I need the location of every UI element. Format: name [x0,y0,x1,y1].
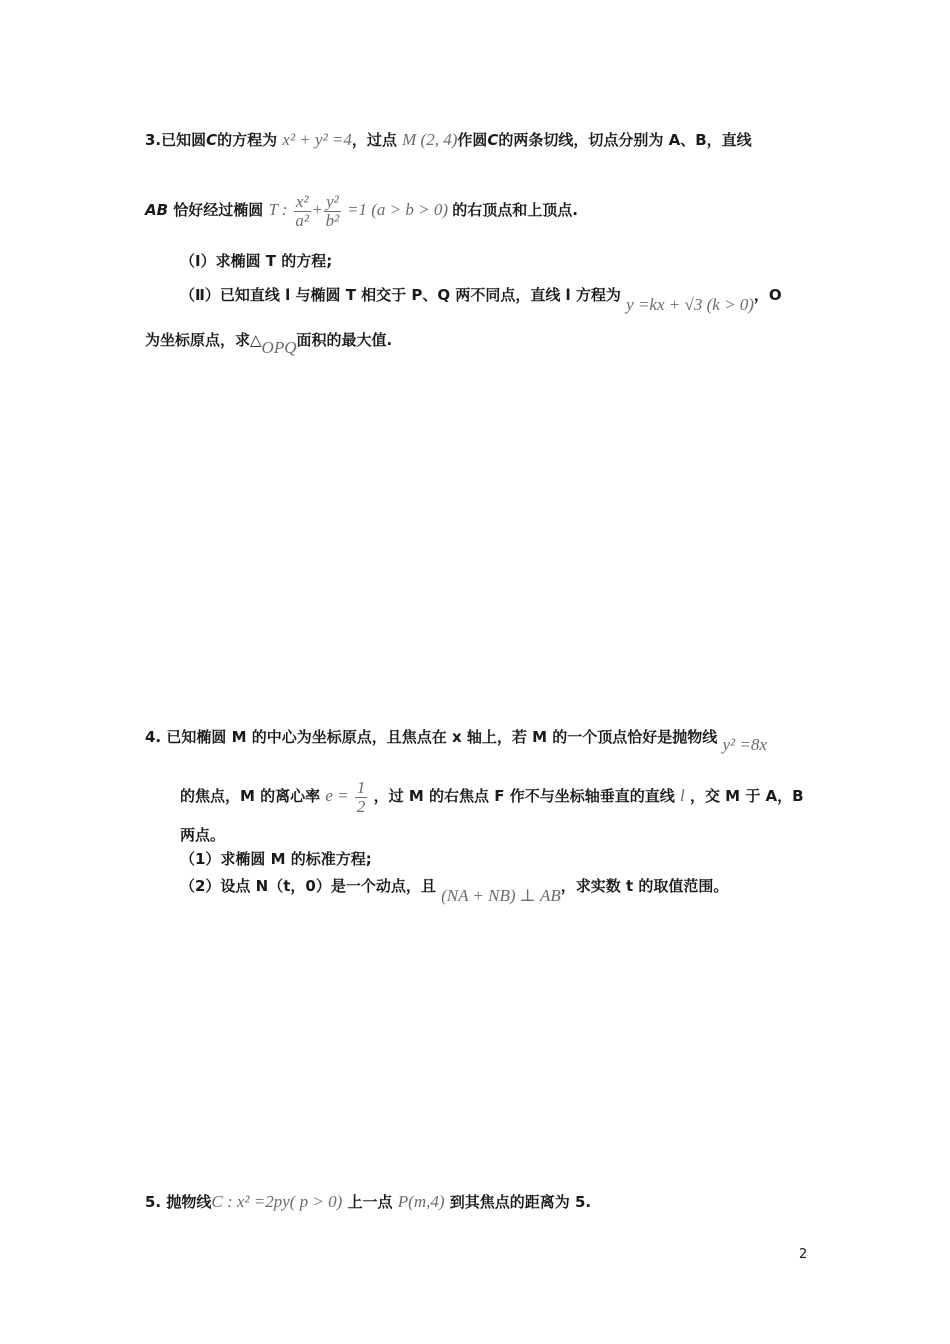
ellipse-suffix: =1 (a > b > 0) [347,200,448,219]
q3-line-4 [145,330,393,357]
q5-text: 到其焦点的距离为 5. [449,1193,592,1211]
q4-text: ，求实数 t 的取值范围。 [560,877,729,895]
fraction-denominator: a² [295,210,309,230]
q5-line-1 [145,1192,591,1212]
q3-text: （Ⅱ）已知直线 l 与椭圆 T 相交于 P、Q 两不同点，直线 l 方程为 [180,286,621,304]
q5-text: 5. 抛物线 [145,1193,212,1211]
q3-circle-equation: x² + y² =4 [282,130,352,149]
fraction-numerator: x² [295,191,309,211]
q3-text: 为坐标原点，求△ [145,331,262,349]
q3-line-2 [145,190,578,230]
q4-text: 4. 已知椭圆 M 的中心为坐标原点，且焦点在 x 轴上，若 M 的一个顶点恰好是抛物线 [145,728,718,746]
q3-point-m: M (2, 4) [402,130,458,149]
q4-text: 的焦点，M 的离心率 [180,787,321,805]
q3-text: 的右顶点和上顶点. [452,201,578,219]
fraction-numerator: y² [326,191,339,211]
q5-parabola-equation: C : x² =2py( p > 0) [211,1192,343,1211]
fraction-denominator: 2 [356,796,366,816]
q3-text: 3.已知圆 [145,131,207,149]
q3-triangle-opq: OPQ [261,338,297,357]
fraction-denominator: b² [325,210,340,230]
q4-part-2 [180,876,729,905]
q4-part-1: （1）求椭圆 M 的标准方程; [180,850,372,868]
q4-text: （2）设点 N（t，0）是一个动点，且 [180,877,436,895]
q4-parabola-equation: y² =8x [722,735,767,754]
q4-vector-condition: (NA + NB) ⊥ AB [441,886,561,905]
page-number: 2 [799,1247,808,1262]
q4-line-3: 两点。 [180,826,226,844]
q4-text: ，交 M 于 A，B [689,787,804,805]
q5-text: 上一点 [347,1193,393,1211]
q3-text: 的方程为 [217,131,278,149]
q3-part-2 [180,285,782,314]
q3-circle-label: C [206,131,218,149]
q5-point-p: P(m,4) [397,1192,445,1211]
q4-line-l: l [679,786,685,805]
q3-ellipse-equation: T : $\frac{\text{x²}}{\text{a²}}$ + $\frac{\text{y²}}{\text{b²}}$ =1 (a > b > 0) [268,191,448,230]
q3-text: 作圆 [457,131,488,149]
q3-part-1: （Ⅰ）求椭圆 T 的方程; [180,252,333,270]
q3-text: ，过点 [351,131,397,149]
q3-text: 的两条切线，切点分别为 A、B，直线 [498,131,752,149]
q3-text: 面积的最大值. [296,331,393,349]
ellipse-prefix: T : [268,200,288,219]
q4-eccentricity [325,777,373,816]
q3-line-ab: AB [145,201,169,219]
q4-text: ，过 M 的右焦点 F 作不与坐标轴垂直的直线 [373,787,675,805]
ecc-prefix: e = [325,786,349,805]
fraction-half [355,779,368,816]
q3-text: 恰好经过椭圆 [173,201,264,219]
q3-line-1 [145,130,752,150]
q4-line-2 [180,776,804,816]
fraction-x [294,193,311,230]
fraction-numerator: 1 [356,777,366,797]
q3-text: ，O [753,286,782,304]
q3-circle-label: C [487,131,499,149]
fraction-y [324,193,341,230]
q4-line-1 [145,727,767,754]
q3-line-equation: y =kx + √3 (k > 0) [626,295,754,314]
